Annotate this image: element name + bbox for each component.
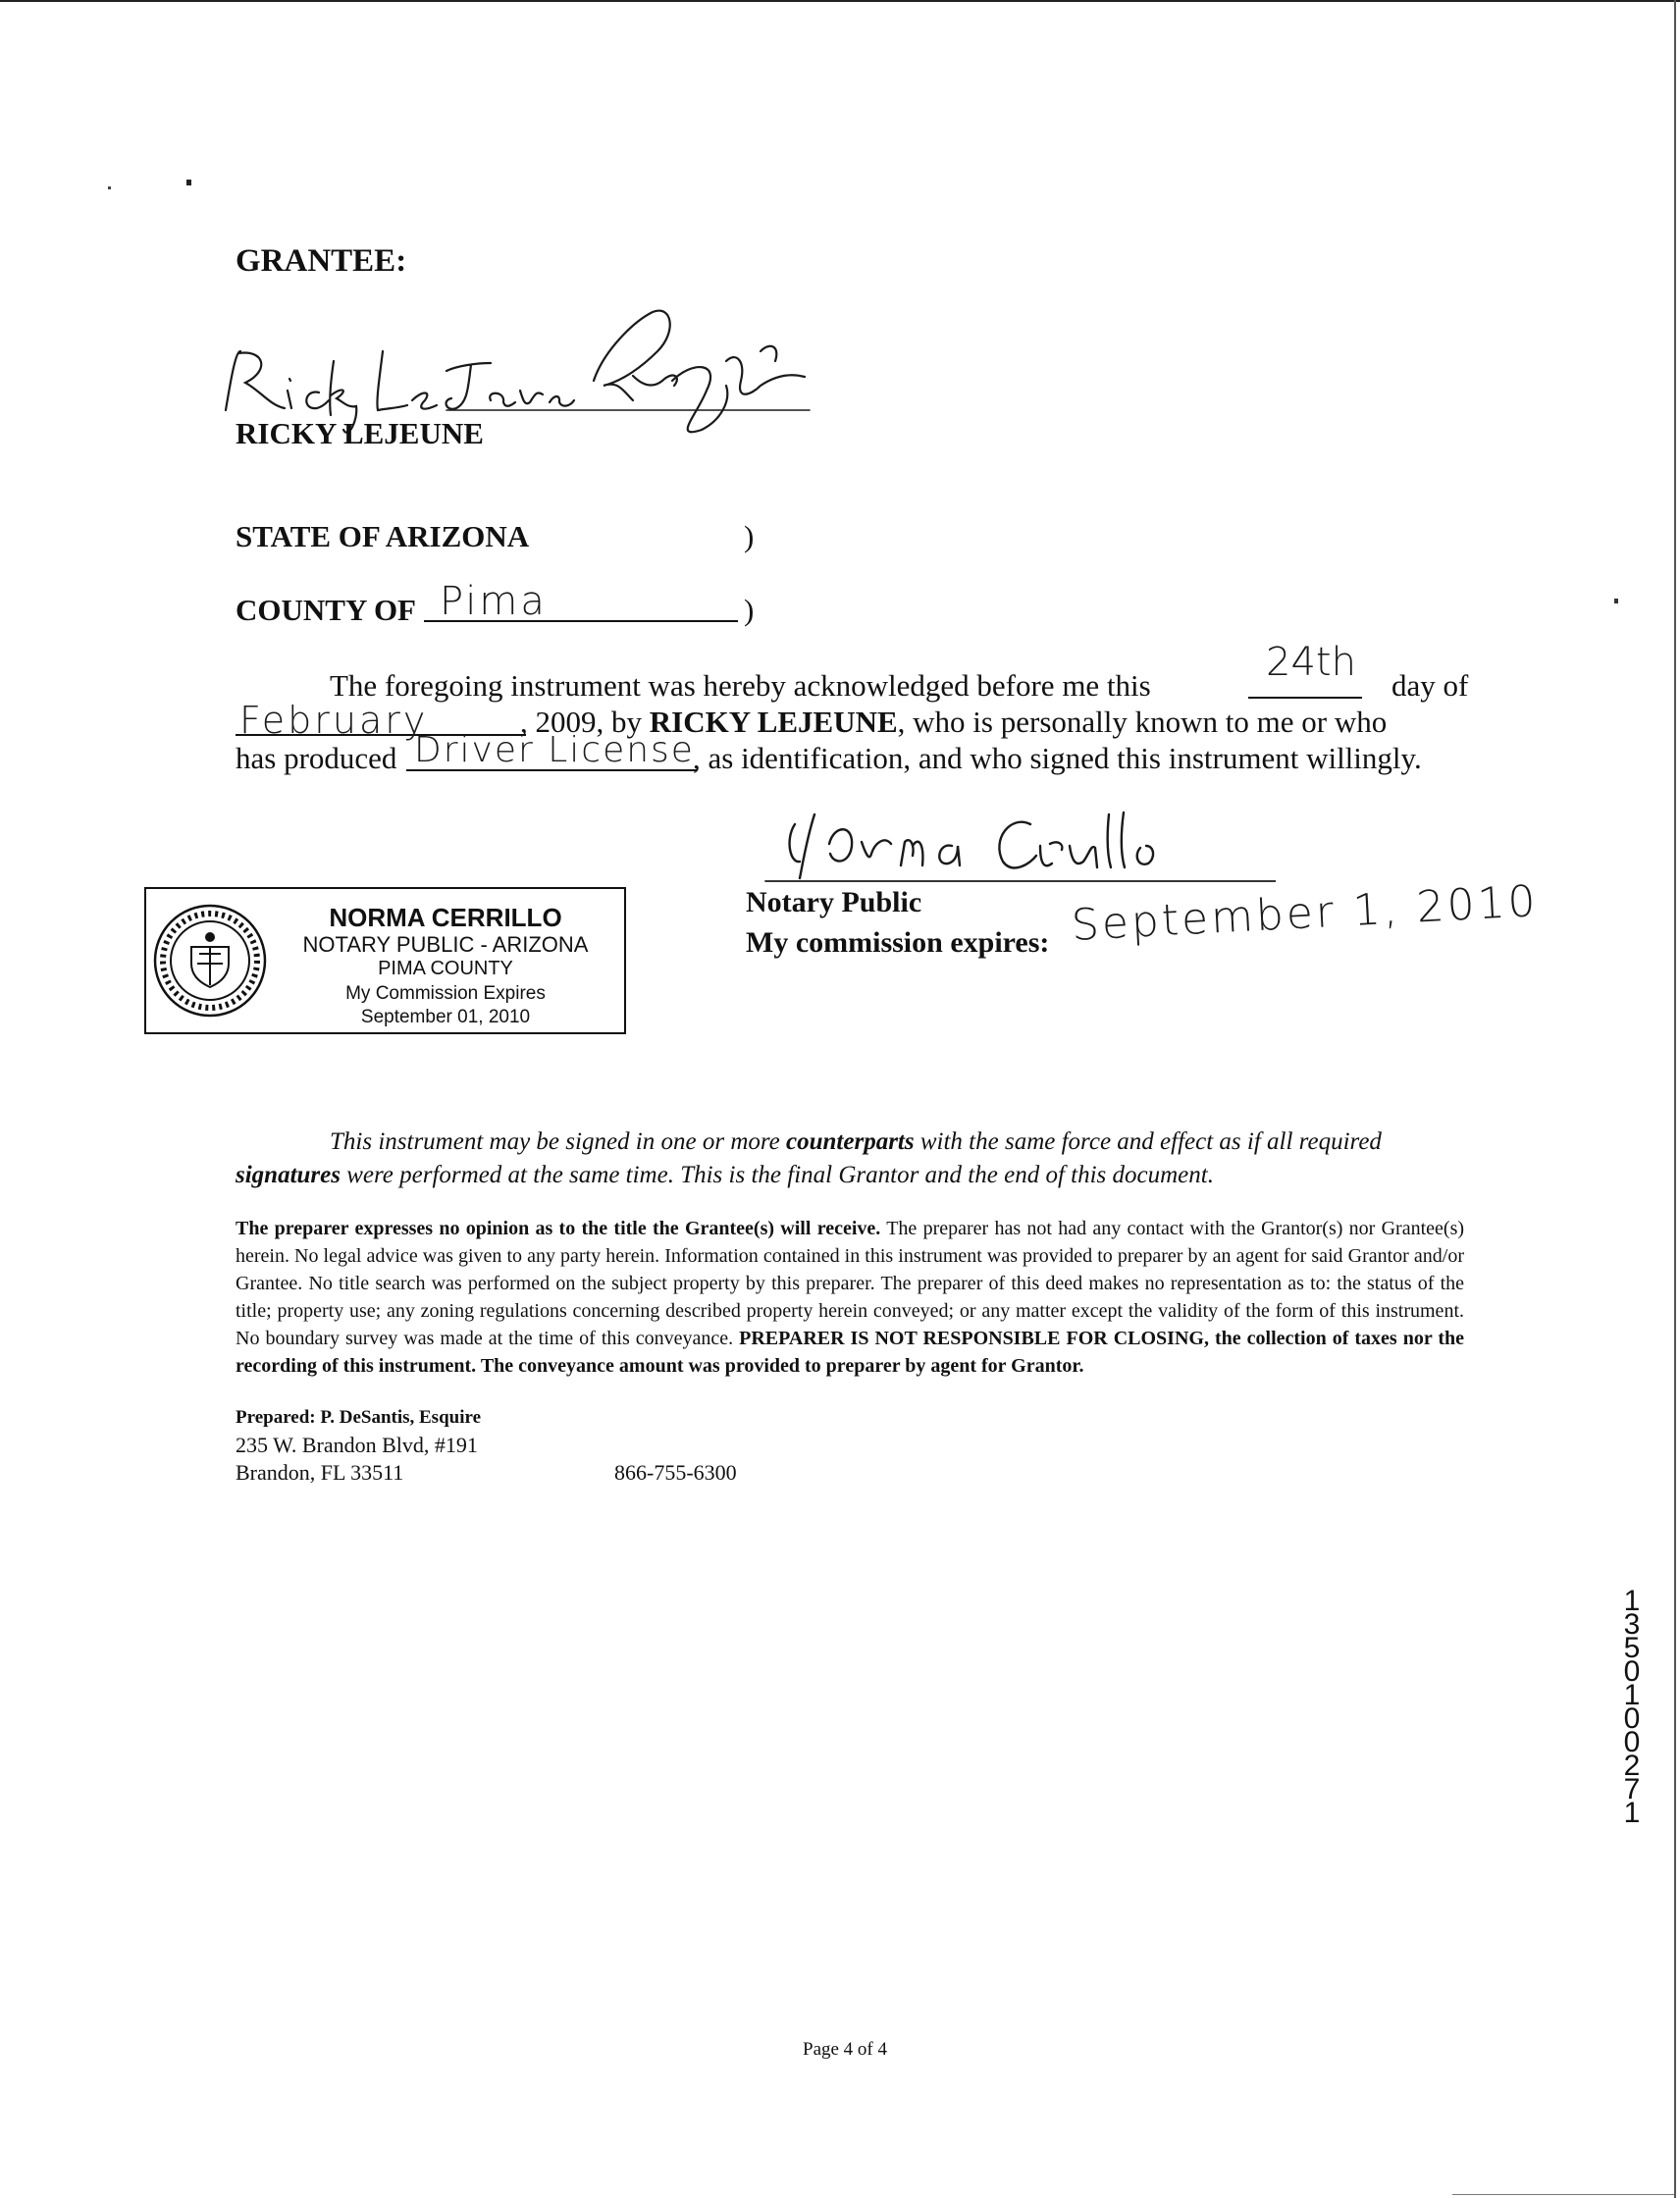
ack-text-4: , who is personally known to me or who [897,705,1388,739]
counterparts-statement [236,1125,1462,1192]
counterparts-c: with the same force and effect as if all required [919,1128,1382,1155]
ack-text-5: has produced [236,741,397,775]
counterparts-a: This instrument may be signed in one or more [330,1128,780,1155]
ack-id-type: Driver License [414,730,695,770]
counterparts-b: counterparts [786,1128,915,1155]
disclaimer [236,1215,1464,1380]
ack-text-3: , 2009, by [520,705,642,739]
speck [108,186,111,189]
preparer-label: Prepared: P. DeSantis, Esquire [236,1407,482,1428]
county-value: Pima [440,579,548,624]
counterparts-e: were performed at the same time. This is the final Grantor and the end of this document. [346,1162,1214,1188]
commission-label: My commission expires: [746,926,1050,959]
disclaimer-text-1: The preparer has not had any contact with the Grantor(s) nor Grantee(s) herein. No legal advice was given to any party herein. Information contained in this instrument was provided to preparer by an agent for said Grantor and/or Grantee. No title search was performed on the subject property by this preparer. The preparer of this deed makes no representation as to: the status of the title; property use; any zoning regulations concerning described property herein conveyed; or any matter except the validity of the form of this instrument. No boundary survey was made at the time of this conveyance. [236,1218,1465,1349]
top-border [0,0,1680,2]
stamp-line-3: My Commission Expires [345,983,546,1004]
speck [1614,599,1618,603]
day-underline [1248,697,1362,699]
preparer-address-1: 235 W. Brandon Blvd, #191 [236,1433,478,1457]
preparer-phone: 866-755-6300 [614,1460,737,1485]
stamp-line-1: NOTARY PUBLIC - ARIZONA [302,932,589,957]
preparer-address-2: Brandon, FL 33511 [236,1460,404,1485]
county-paren: ) [744,593,755,627]
notary-signature [746,785,1276,888]
counterparts-d: signatures [236,1162,341,1188]
stamp-line-4: September 01, 2010 [360,1007,531,1027]
grantee-name: RICKY LEJEUNE [236,416,484,450]
disclaimer-bold-1: The preparer expresses no opinion as to the title the Grantee(s) will receive. [236,1218,881,1239]
ack-text-6: , as identification, and who signed this instrument willingly. [693,741,1422,775]
state-paren: ) [744,519,755,553]
notary-stamp [144,887,626,1034]
commission-value: September 1, 2010 [1070,876,1540,951]
right-border [1674,0,1676,2198]
stamp-line-2: PIMA COUNTY [378,958,513,979]
side-number: 1350100271 [1623,1585,1641,1829]
ack-month: February [239,699,429,742]
disclaimer-bold-2: PREPARER IS NOT RESPONSIBLE FOR CLOSING, the collection of taxes nor the recording of this instrument. The conveyance amount was provided to preparer by agent for Grantor. [236,1328,1465,1377]
ack-text-1: The foregoing instrument was hereby acknowledged before me this [330,668,1151,703]
seal-icon [152,903,268,1019]
notary-title: Notary Public [746,886,922,918]
page-number: Page 4 of 4 [803,2039,888,2060]
ack-day: 24th [1266,640,1356,685]
footer-line [1452,2194,1674,2195]
grantee-heading: GRANTEE: [236,243,407,279]
stamp-name: NORMA CERRILLO [329,903,562,932]
ack-text-2: day of [1391,668,1469,703]
speck [186,180,191,185]
ack-name: RICKY LEJEUNE [649,705,898,739]
state-label: STATE OF ARIZONA [236,519,530,553]
county-label: COUNTY OF [236,593,416,627]
